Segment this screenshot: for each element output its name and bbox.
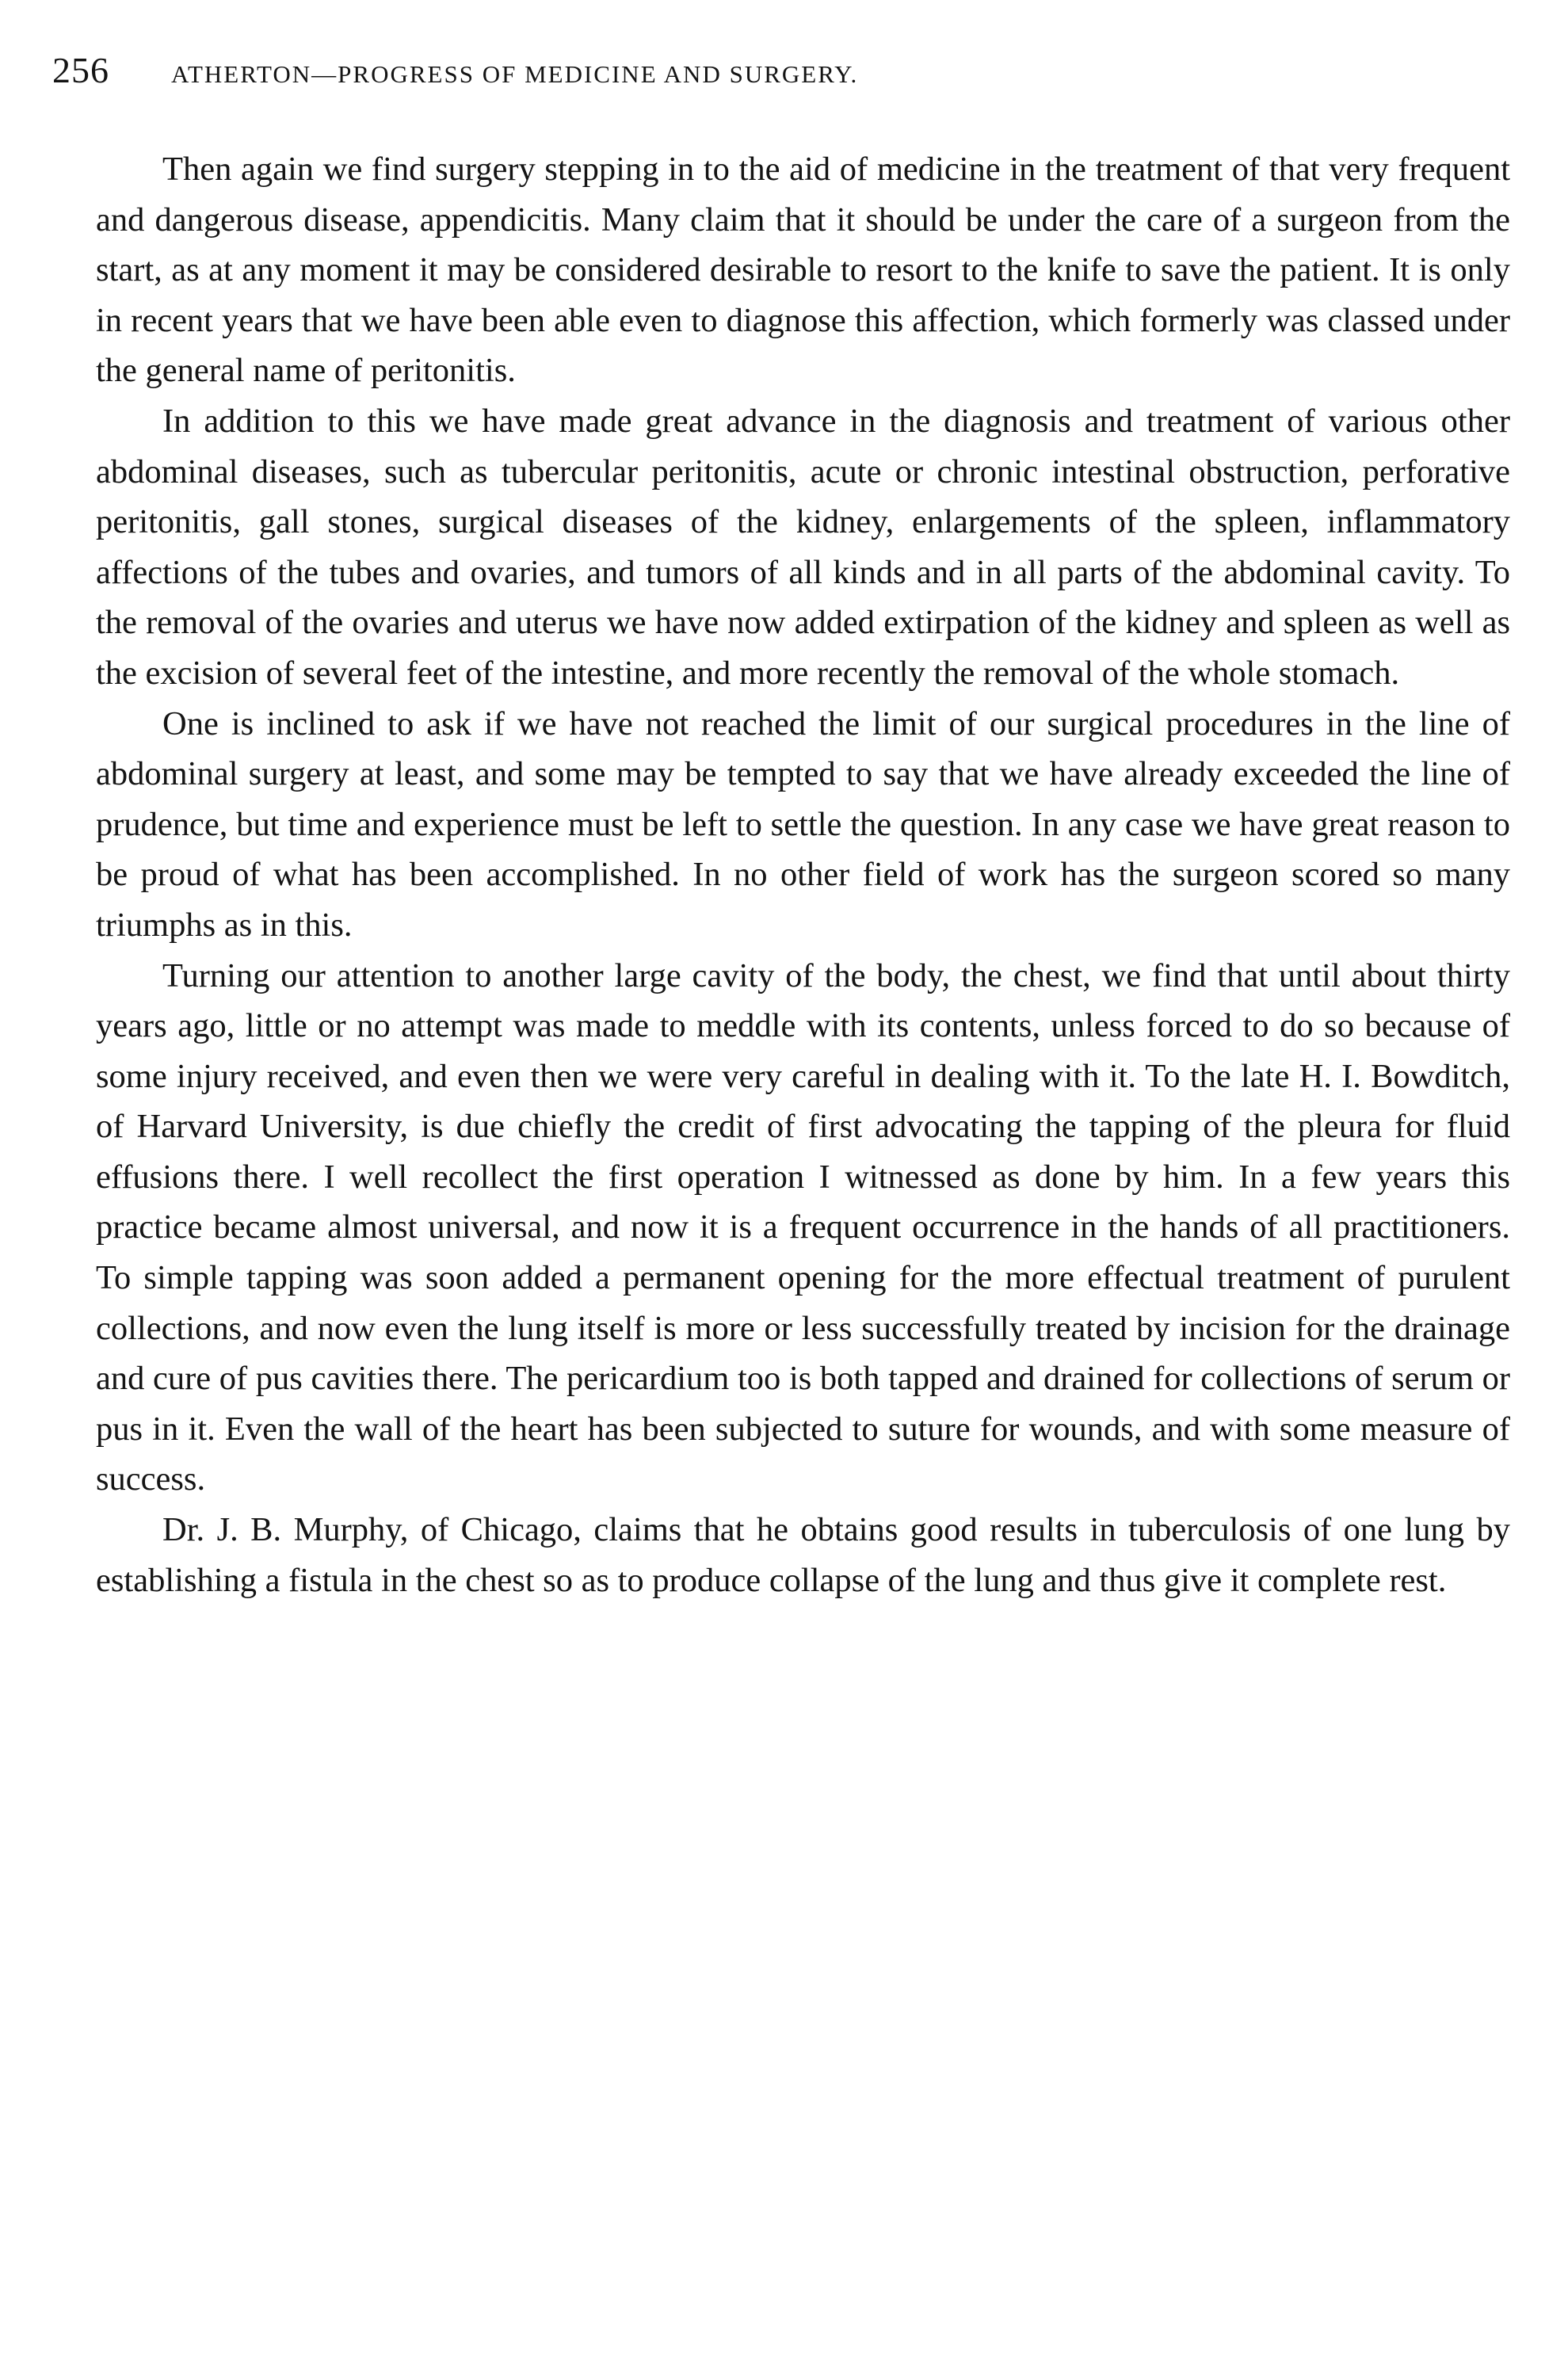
paragraph-murphy-tuberculosis: Dr. J. B. Murphy, of Chicago, claims that he obtains good results in tuberculosis of one lung by establishing a fistula in the chest so as to produce collapse of the lung and thus give it complete rest. [96, 1511, 1510, 1599]
paragraph-abdominal-diseases: In addition to this we have made great advance in the diagnosis and treatment of various other abdominal diseases, such as tubercular peritonitis, acute or chronic intestinal obstruction, perforative peritonitis, gall stones, surgical diseases of the kidney, enlargements of the spleen, inflammatory affections of the tubes and ovaries, and tumors of all kinds and in all parts of the abdominal cavity. To the removal of the ovaries and uterus we have now added extirpation of the kidney and spleen as well as the excision of several feet of the intestine, and more recently the removal of the whole stomach. [96, 402, 1510, 692]
body-text [96, 144, 1510, 1605]
paragraph-chest-surgery: Turning our attention to another large cavity of the body, the chest, we find that until about thirty years ago, little or no attempt was made to meddle with its contents, unless forced to do so because of some injury received, and even then we were very careful in dealing with it. To the late H. I. Bowditch, of Harvard University, is due chiefly the credit of first advocating the tapping of the pleura for fluid effusions there. I well recollect the first operation I witnessed as done by him. In a few years this practice became almost universal, and now it is a frequent occurrence in the hands of all practitioners. To simple tapping was soon added a permanent opening for the more effectual treatment of purulent collections, and now even the lung itself is more or less successfully treated by incision for the drainage and cure of pus cavities there. The pericardium too is both tapped and drained for collections of serum or pus in it. Even the wall of the heart has been subjected to suture for wounds, and with some measure of success. [96, 956, 1510, 1498]
page-number: 256 [52, 50, 109, 90]
page-header [52, 49, 1288, 97]
paragraph-abdominal-surgery-limits: One is inclined to ask if we have not reached the limit of our surgical procedures in the line of abdominal surgery at least, and some may be tempted to say that we have already exceeded the line of prudence, but time and experience must be left to settle the question. In any case we have great reason to be proud of what has been accomplished. In no other field of work has the surgeon scored so many triumphs as in this. [96, 704, 1510, 944]
running-head: ATHERTON—PROGRESS OF MEDICINE AND SURGERY. [171, 60, 859, 88]
paragraph-appendicitis: Then again we find surgery stepping in to the aid of medicine in the treatment of that very frequent and dangerous disease, appendicitis. Many claim that it should be under the care of a surgeon from the start, as at any moment it may be considered desirable to resort to the knife to save the patient. It is only in recent years that we have been able even to diagnose this affection, which formerly was classed under the general name of peritonitis. [96, 151, 1510, 390]
